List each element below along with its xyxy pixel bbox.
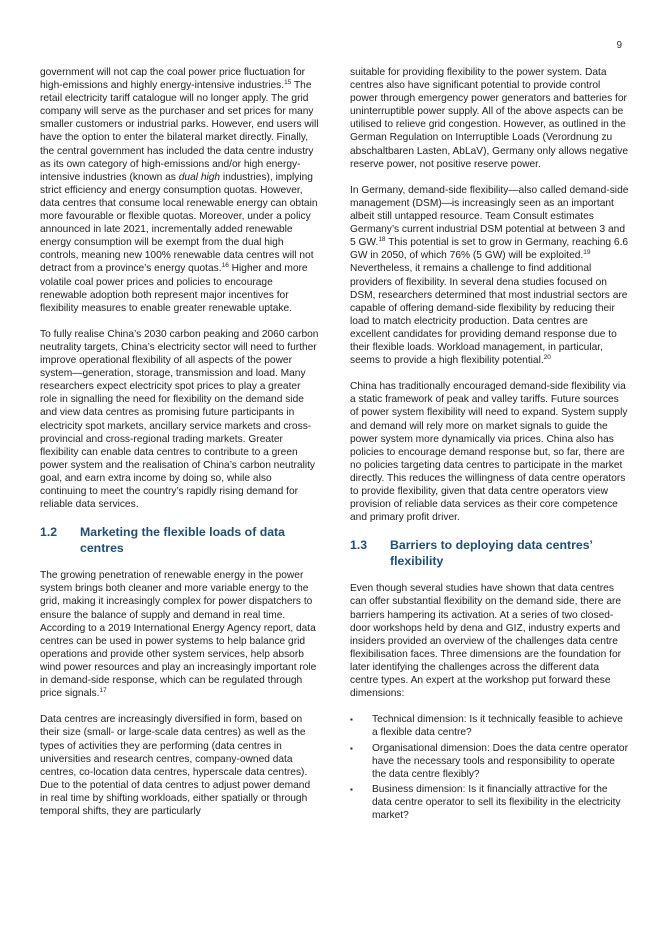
paragraph: In Germany, demand-side flexibility—also called demand-side management (DSM)—is increasingly seen as an important albeit still untapped resource. Team Consult estimates Germany’s current industrial DSM potential at between 3 and 5 GW.$^{18}$ This potential is set to grow in Germany, reaching 6.6 GW in 2050, of which 76% (5 GW) will be exploited.$^{19}$ Nevertheless, it remains a challenge to find additional providers of flexibility. In several dena studies focused on DSM, researchers determined that most industrial sectors are capable of offering demand-side flexibility by reducing their load to match electricity production. Data centres are excellent candidates for providing demand response due to their flexible loads. Workload management, in particular, seems to provide a high flexibility potential.$^{20}$ (350, 184, 629, 367)
left-column (40, 66, 320, 831)
paragraph: government will not cap the coal power price fluctuation for high-emissions and highly energy-intensive industries.$^{15}$ The retail electricity tariff catalogue will no longer apply. The grid company will serve as the purchaser and set prices for many smaller customers or industrial parks. However, end users will have the option to enter the bilateral market directly. Finally, the central government has included the data centre industry as its own category of high-emissions and/or high energy-intensive industries (known as dual high industries), implying strict efficiency and energy consumption quotas. However, data centres that consume local renewable energy can obtain more favourable or flexible quotas. Moreover, under a policy announced in late 2021, incrementally added renewable energy consumption will be exempt from the dual high controls, meaning new 100% renewable data centres will not detract from a province’s energy quotas.$^{16}$ Higher and more volatile coal power prices and policies to encourage renewable adoption both represent major incentives for flexibility measures to enable greater renewable uptake. (40, 67, 319, 314)
section-heading (350, 537, 630, 569)
section-title: Barriers to deploying data centres’ flexibility (390, 538, 593, 569)
section-heading (40, 524, 320, 556)
right-column (350, 66, 630, 824)
bullet-icon: ▪ (350, 784, 353, 794)
section-number: 1.2 (40, 525, 58, 540)
list-item: ▪ Business dimension: Is it financially attractive for the data centre operator to sell its flexibility in the electricity market? (350, 783, 621, 821)
paragraph: suitable for providing flexibility to the power system. Data centres also have significant potential to provide control power through emergency power generators and batteries for uninterruptible power supply. All of the above aspects can be utilised to relieve grid congestion. However, as outlined in the German Regulation on Interruptible Loads (Verordnung zu abschaltbaren Lasten, AbLaV), Germany only allows negative reserve power, not positive reserve power. (350, 67, 629, 170)
list-item: ▪ Organisational dimension: Does the data centre operator have the necessary tools and responsibility to operate the data centre flexibly? (350, 742, 628, 780)
footnote-ref[interactable]: 20 (543, 354, 551, 362)
section-title: Marketing the flexible loads of data centres (80, 525, 285, 556)
footnote-ref[interactable]: 17 (99, 687, 107, 695)
page-number: 9 (616, 40, 622, 51)
bullet-icon: ▪ (350, 743, 353, 753)
paragraph: Data centres are increasingly diversified in form, based on their size (small- or large-scale data centres) as well as the types of activities they are performing (data centres in universities and research centres, company-owned data centres, co-location data centres, hyperscale data centres). Due to the potential of data centres to adjust power demand in real time by shifting workloads, either spatially or through temporal shifts, they are particularly (40, 714, 311, 817)
footnote-ref[interactable]: 15 (284, 79, 292, 87)
paragraph: China has traditionally encouraged demand-side flexibility via a static framework of peak and valley tariffs. Future sources of power system flexibility will need to expand. System supply and demand will rely more on market signals to guide the power system more dynamically via prices. China also has policies to encourage demand response but, so far, there are no policies targeting data centres to participate in the market directly. This reduces the willingness of data centre operators to provide flexibility, given that data centre operators view provision of reliable data services as their core competence and primary profit driver. (350, 381, 628, 524)
paragraph: Even though several studies have shown that data centres can offer substantial flexibility on the demand side, there are barriers hampering its activation. At a series of two closed-door workshops held by dena and GIZ, industry experts and insiders provided an overview of the challenges data centre flexibilisation faces. Three dimensions are the foundation for later identifying the challenges across the different data centre types. An expert at the workshop put forward these dimensions: (350, 583, 622, 700)
footnote-ref[interactable]: 16 (221, 262, 229, 270)
list-item: ▪ Technical dimension: Is it technically feasible to achieve a flexible data centre? (350, 714, 623, 739)
footnote-ref[interactable]: 18 (378, 236, 386, 244)
section-number: 1.3 (350, 538, 368, 553)
paragraph: To fully realise China’s 2030 carbon peaking and 2060 carbon neutrality targets, China’s electricity sector will need to further improve operational flexibility of all aspects of the power system—generation, storage, transmission and load. Many researchers expect electricity spot prices to play a greater role in signalling the need for flexibility on the demand side and view data centres as promising future participants in electricity spot markets, ancillary service markets and cross-provincial and cross-regional trading markets. Greater flexibility can enable data centres to contribute to a green power system and the realisation of China’s carbon neutrality goal, and earn extra income by doing so, while also continuing to meet the country’s rapidly rising demand for reliable data services. (40, 328, 319, 511)
paragraph: The growing penetration of renewable energy in the power system brings both cleaner and more variable energy to the grid, making it increasingly complex for power dispatchers to ensure the balance of supply and demand in real time. According to a 2019 International Energy Agency report, data centres can be used in power systems to help balance grid operations and provide other system services, help absorb wind power resources and play an increasingly important role in demand-side response, which can be regulated through price signals.$^{17}$ (40, 570, 317, 700)
dimension-list (350, 713, 630, 822)
footnote-ref[interactable]: 19 (583, 249, 591, 257)
bullet-icon: ▪ (350, 715, 353, 725)
